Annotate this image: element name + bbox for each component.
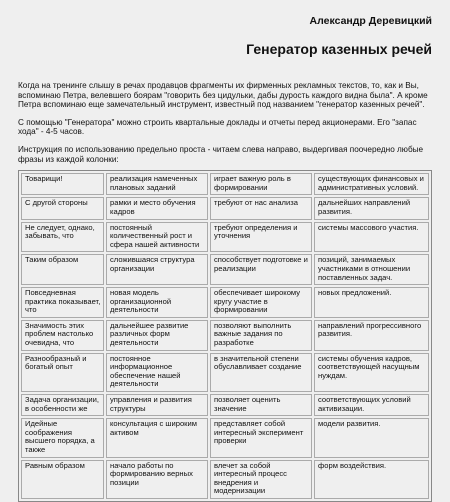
- page-title: Генератор казенных речей: [246, 41, 432, 57]
- table-cell: постоянное информационное обеспечение нашей деятельности: [106, 353, 208, 392]
- table-cell: влечет за собой интересный процесс внедрения и модернизации: [210, 460, 312, 499]
- table-cell: Задача организации, в особенности же: [21, 394, 104, 416]
- table-cell: управления и развития структуры: [106, 394, 208, 416]
- table-cell: сложившаяся структура организации: [106, 254, 208, 285]
- table-cell: Товарищи!: [21, 173, 104, 195]
- table-cell: существующих финансовых и административных условий.: [314, 173, 429, 195]
- table-cell: Разнообразный и богатый опыт: [21, 353, 104, 392]
- table-row: [21, 254, 429, 285]
- table-cell: способствует подготовке и реализации: [210, 254, 312, 285]
- table-cell: позволяет оценить значение: [210, 394, 312, 416]
- table-cell: реализация намеченных плановых заданий: [106, 173, 208, 195]
- table-cell: Значимость этих проблем настолько очевидна, что: [21, 320, 104, 351]
- table-cell: Идейные соображения высшего порядка, а также: [21, 418, 104, 457]
- phrase-table: [18, 170, 432, 502]
- table-cell: начало работы по формированию верных позиции: [106, 460, 208, 499]
- table-row: [21, 394, 429, 416]
- intro-paragraph-2: С помощью "Генератора" можно строить квартальные доклады и отчеты перед акционерами. Его "запас хода" - 4-5 часов.: [18, 117, 417, 137]
- table-cell: С другой стороны: [21, 197, 104, 219]
- table-row: [21, 460, 429, 499]
- table-cell: Не следует, однако, забывать, что: [21, 222, 104, 253]
- table-cell: форм воздействия.: [314, 460, 429, 499]
- table-cell: позволяют выполнить важные задания по разработке: [210, 320, 312, 351]
- table-row: [21, 287, 429, 318]
- intro-paragraph-1: Когда на тренинге слышу в речах продавцов фрагменты их фирменных рекламных текстов, то, как и Вы, вспоминаю Петра, велевшего боярам "говорить без цидульки, дабы дурость каждого видна была". А кроме Петра вспоминаю еще замечательный инструмент, известный под названием "генератор казенных речей".: [18, 81, 428, 110]
- table-cell: обеспечивает широкому кругу участие в формировании: [210, 287, 312, 318]
- table-row: [21, 320, 429, 351]
- table-row: [21, 173, 429, 195]
- table-cell: консультация с широким активом: [106, 418, 208, 457]
- table-cell: рамки и место обучения кадров: [106, 197, 208, 219]
- table-cell: в значительной степени обуславливает создание: [210, 353, 312, 392]
- table-cell: постоянный количественный рост и сфера нашей активности: [106, 222, 208, 253]
- table-cell: Таким образом: [21, 254, 104, 285]
- phrase-table-body: [21, 173, 429, 499]
- table-cell: позиций, занимаемых участниками в отношении поставленных задач.: [314, 254, 429, 285]
- table-cell: Равным образом: [21, 460, 104, 499]
- table-cell: системы массового участия.: [314, 222, 429, 253]
- table-cell: играет важную роль в формировании: [210, 173, 312, 195]
- table-cell: системы обучения кадров, соответствующей насущным нуждам.: [314, 353, 429, 392]
- table-cell: представляет собой интересный эксперимент проверки: [210, 418, 312, 457]
- table-cell: Повседневная практика показывает, что: [21, 287, 104, 318]
- author-name: Александр Деревицкий: [309, 15, 432, 27]
- table-cell: модели развития.: [314, 418, 429, 457]
- table-cell: новая модель организационной деятельности: [106, 287, 208, 318]
- table-cell: направлений прогрессивного развития.: [314, 320, 429, 351]
- table-cell: новых предложений.: [314, 287, 429, 318]
- table-row: [21, 418, 429, 457]
- table-cell: дальнейших направлений развития.: [314, 197, 429, 219]
- table-row: [21, 353, 429, 392]
- table-cell: дальнейшее развитие различных форм деятельности: [106, 320, 208, 351]
- table-cell: соответствующих условий активизации.: [314, 394, 429, 416]
- table-cell: требуют определения и уточнения: [210, 222, 312, 253]
- table-cell: требуют от нас анализа: [210, 197, 312, 219]
- intro-paragraph-3: Инструкция по использованию предельно проста - читаем слева направо, выдергивая поочередно любые фразы из каждой колонки:: [18, 144, 424, 164]
- table-row: [21, 222, 429, 253]
- table-row: [21, 197, 429, 219]
